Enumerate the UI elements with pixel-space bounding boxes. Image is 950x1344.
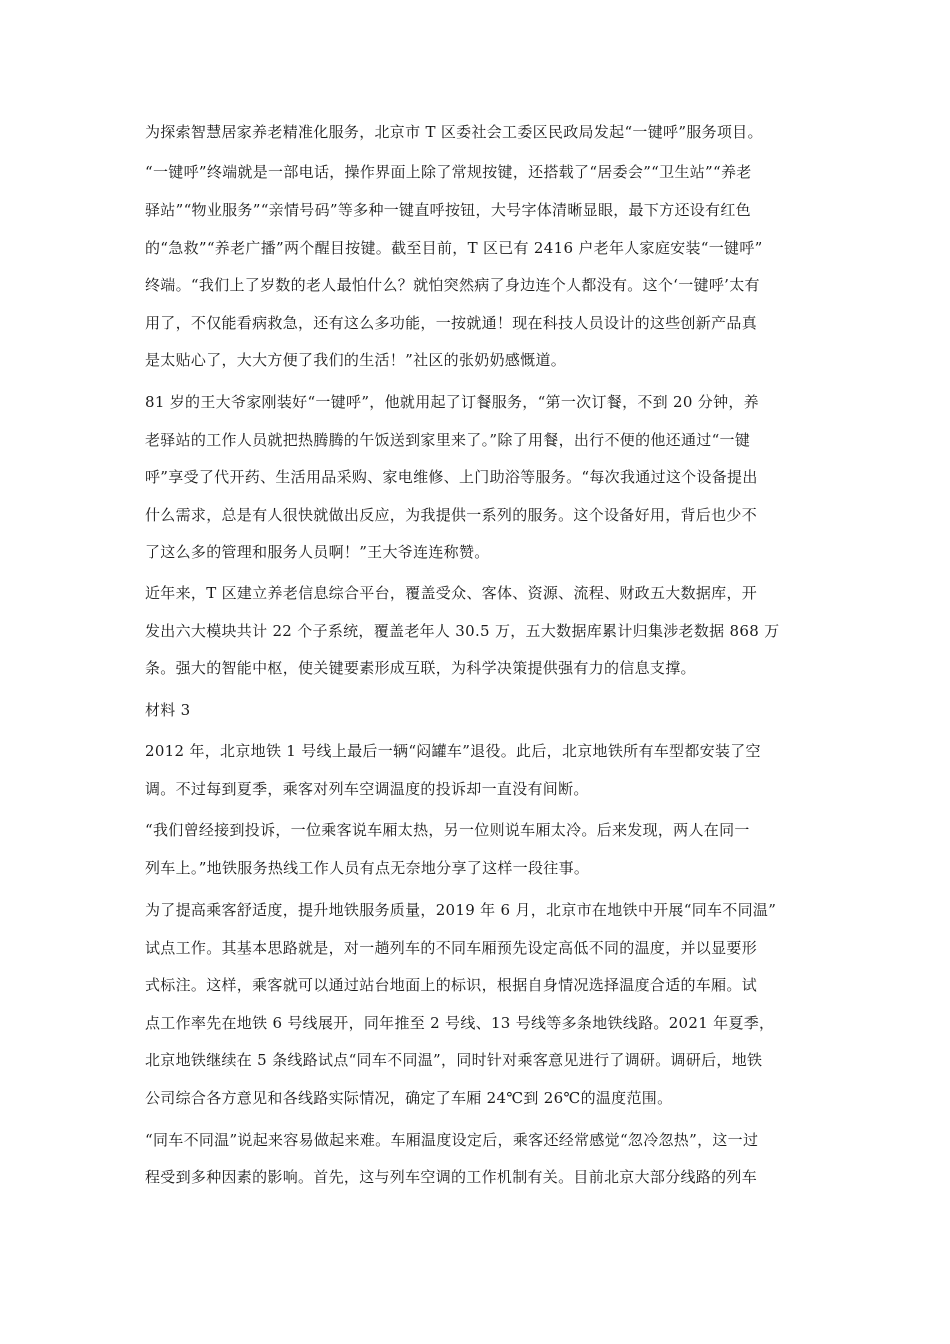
section-heading: 材料 3	[145, 701, 191, 719]
text-line: 的“急救”“养老广播”两个醒目按键。截至目前，T 区已有 2416 户老年人家庭安装“一键呼”	[145, 239, 763, 257]
text-line: 北京地铁继续在 5 条线路试点“同车不同温”，同时针对乘客意见进行了调研。调研后，地铁	[145, 1051, 763, 1069]
text-line: 驿站”“物业服务”“亲情号码”等多种一键直呼按钮，大号字体清晰显眼，最下方还设有红色	[145, 201, 751, 219]
text-line: 什么需求，总是有人很快就做出反应，为我提供一系列的服务。这个设备好用，背后也少不	[145, 506, 758, 524]
text-line: 点工作率先在地铁 6 号线展开，同年推至 2 号线、13 号线等多条地铁线路。2021 年夏季，	[145, 1014, 775, 1032]
text-line: 式标注。这样，乘客就可以通过站台地面上的标识，根据自身情况选择温度合适的车厢。试	[145, 976, 758, 994]
text-line: 近年来，T 区建立养老信息综合平台，覆盖受众、客体、资源、流程、财政五大数据库，开	[145, 584, 758, 602]
text-line: 终端。“我们上了岁数的老人最怕什么？就怕突然病了身边连个人都没有。这个‘一键呼’太有	[145, 276, 760, 294]
text-line: “一键呼”终端就是一部电话，操作界面上除了常规按键，还搭载了“居委会”“卫生站”“养老	[145, 163, 752, 181]
text-line: 公司综合各方意见和各线路实际情况，确定了车厢 24℃到 26℃的温度范围。	[145, 1089, 673, 1107]
text-line: 试点工作。其基本思路就是，对一趟列车的不同车厢预先设定高低不同的温度，并以显要形	[145, 939, 758, 957]
text-line: 程受到多种因素的影响。首先，这与列车空调的工作机制有关。目前北京大部分线路的列车	[145, 1168, 758, 1186]
text-line: 是太贴心了，大大方便了我们的生活！”社区的张奶奶感慨道。	[145, 351, 567, 369]
text-line: 老驿站的工作人员就把热腾腾的午饭送到家里来了。”除了用餐，出行不便的他还通过“一键	[145, 431, 751, 449]
text-line: 条。强大的智能中枢，使关键要素形成互联，为科学决策提供强有力的信息支撑。	[145, 659, 696, 677]
text-line: 列车上。”地铁服务热线工作人员有点无奈地分享了这样一段往事。	[145, 859, 590, 877]
text-line: 用了，不仅能看病救急，还有这么多功能，一按就通！现在科技人员设计的这些创新产品真	[145, 314, 758, 332]
text-line: 为探索智慧居家养老精准化服务，北京市 T 区委社会工委区民政局发起“一键呼”服务项目。	[145, 123, 763, 141]
text-line: 调。不过每到夏季，乘客对列车空调温度的投诉却一直没有间断。	[145, 780, 589, 798]
text-line: 2012 年，北京地铁 1 号线上最后一辆“闷罐车”退役。此后，北京地铁所有车型都安装了空	[145, 742, 761, 760]
text-line: 呼”享受了代开药、生活用品采购、家电维修、上门助浴等服务。“每次我通过这个设备提出	[145, 468, 758, 486]
text-line: 为了提高乘客舒适度，提升地铁服务质量，2019 年 6 月，北京市在地铁中开展“同车不同温”	[145, 901, 777, 919]
text-line: 发出六大模块共计 22 个子系统，覆盖老年人 30.5 万，五大数据库累计归集涉老数据 868 万	[145, 622, 780, 640]
text-line: 81 岁的王大爷家刚装好“一键呼”，他就用起了订餐服务，“第一次订餐，不到 20 分钟，养	[145, 393, 759, 411]
text-line: 了这么多的管理和服务人员啊！”王大爷连连称赞。	[145, 543, 490, 561]
text-line: “同车不同温”说起来容易做起来难。车厢温度设定后，乘客还经常感觉“忽冷忽热”，这一过	[145, 1131, 759, 1149]
text-line: “我们曾经接到投诉，一位乘客说车厢太热，另一位则说车厢太冷。后来发现，两人在同一	[145, 821, 750, 839]
